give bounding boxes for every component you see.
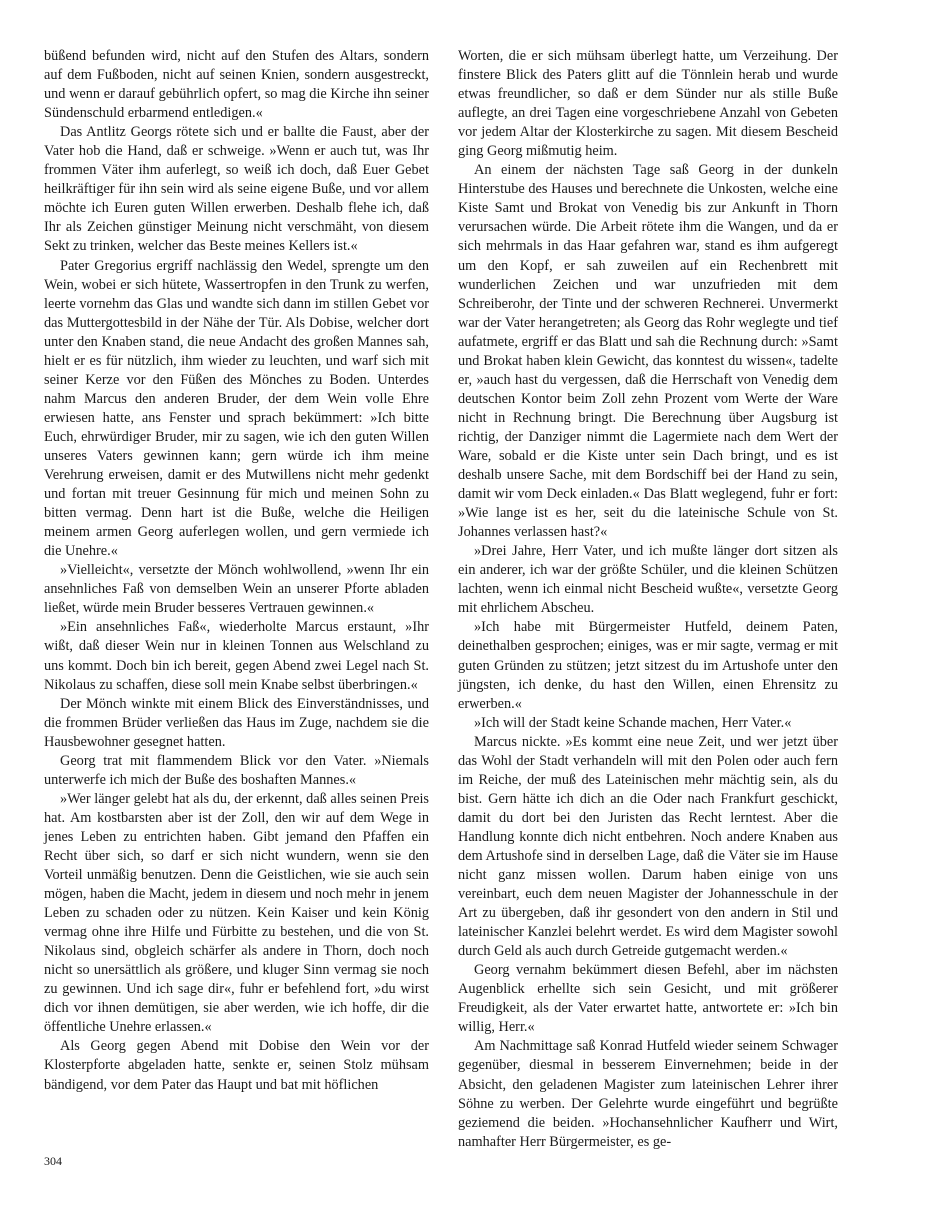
paragraph: büßend befunden wird, nicht auf den Stufen des Altars, sondern auf dem Fußboden, nicht auf seinen Knien, sondern ausgestreckt, und wenn er darauf gebührlich opfert, so mag die Kirche ihn seiner Sündenschuld erbarmend entledigen.« — [44, 48, 429, 122]
paragraph: Der Mönch winkte mit einem Blick des Einverständnisses, und die frommen Brüder verließen das Haus im Zuge, nachdem sie die Hausbewohner gesegnet hatten. — [44, 695, 429, 750]
paragraph: »Drei Jahre, Herr Vater, und ich mußte länger dort sitzen als ein anderer, ich war der größte Schüler, und die kleinen Schützen lachten, wenn ich einmal nicht Bescheid wußte«, versetzte Georg mit ehrlichem Abscheu. — [458, 543, 838, 617]
paragraph: »Vielleicht«, versetzte der Mönch wohlwollend, »wenn Ihr ein ansehnliches Faß von demselben Wein an unserer Pforte abladen ließet, würde mein Bruder besseres Vertrauen gewinnen.« — [44, 562, 429, 617]
paragraph: Marcus nickte. »Es kommt eine neue Zeit, und wer jetzt über das Wohl der Stadt verhandeln will mit den Polen oder auch fern im Reiche, der muß des Lateinischen mehr mächtig sein, als du bist. Gern hätte ich dich an die Oder nach Frankfurt geschickt, damit du dort bei den Juristen das Recht lerntest. Aber die Handlung konnte dich nicht entbehren. Noch andere Knaben aus dem Artushofe sind in derselben Lage, daß die Väter sie im Hause nicht ganz missen wollen. Darum haben einige von uns vereinbart, euch dem neuen Magister der Johannesschule in der Art zu übergeben, daß ihr gesondert von den andern in Stil und lateinischer Kanzlei belehrt werdet. Es wird dem Magister sowohl durch Geld als auch durch Getreide gutgemacht werden.« — [458, 733, 838, 960]
paragraph: Als Georg gegen Abend mit Dobise den Wein vor der Klosterpforte abgeladen hatte, senkte er, seinen Stolz mühsam bändigend, vor dem Pater das Haupt und bat mit höflichen — [44, 1038, 429, 1093]
paragraph: An einem der nächsten Tage saß Georg in der dunkeln Hinterstube des Hauses und berechnete die Unkosten, welche eine Kiste Samt und Brokat von Venedig bis zur Ankunft in Thorn verursachen würde. Die Arbeit rötete ihm die Wangen, und da er sich mehrmals in das Haar gefahren war, stand es ihm aufgeregt um den Kopf, er sah zuweilen auf ein Rechenbrett mit wunderlichen Zeichen und war unzufrieden mit dem Schreiberohr, der Tinte und der schweren Rechnerei. Unvermerkt war der Vater herangetreten; als Georg das Rohr weglegte und tief aufatmete, ergriff er das Blatt und sah die Rechnung durch: »Samt und Brokat haben klein Gewicht, das konntest du wissen«, tadelte er, »auch hast du vergessen, daß die Herrschaft von Venedig dem deutschen Kontor beim Zoll zehn Prozent vom Werte der Ware nicht in Rechnung bringt. Die Berechnung über Augsburg ist richtig, der Danziger nimmt die Lagermiete nach dem Wert der Ware, sobald er die Kiste unter sein Dach bringt, und es ist deshalb unsere Sache, mit dem Bordschiff bei der Hand zu sein, damit wir vom Deck einladen.« Das Blatt weglegend, fuhr er fort: »Wie lange ist es her, seit du die lateinische Schule von St. Johannes verlassen hast?« — [458, 162, 838, 541]
paragraph: Georg trat mit flammendem Blick vor den Vater. »Niemals unterwerfe ich mich der Buße des boshaften Mannes.« — [44, 752, 429, 788]
paragraph: Das Antlitz Georgs rötete sich und er ballte die Faust, aber der Vater hob die Hand, daß er schweige. »Wenn er auch tut, was Ihr frommen Väter ihm auferlegt, so weiß ich doch, daß Euer Gebet heilkräftiger für ihn sein wird als seine eigene Buße, und vor allem möchte ich Euren guten Willen erwerben. Deshalb flehe ich, daß Ihr als Zeichen günstiger Meinung nicht verschmäht, von diesem Sekt zu trinken, welcher das Beste meines Kellers ist.« — [44, 124, 429, 255]
paragraph: Pater Gregorius ergriff nachlässig den Wedel, sprengte um den Wein, wobei er sich hütete, Wassertropfen in den Trunk zu werfen, leerte vornehm das Glas und wandte sich dann im stillen Gebet vor das Muttergottesbild in der Nähe der Tür. Als Dobise, welcher dort unter den Knaben stand, die neue Andacht des großen Mannes sah, hielt er es für nützlich, ihm wieder zu leuchten, und warf sich mit seiner Kerze vor den Füßen des Mönches zu Boden. Unterdes nahm Marcus den anderen Bruder, der dem Wein volle Ehre erwiesen hatte, ans Fenster und sprach bekümmert: »Ich bitte Euch, ehrwürdiger Bruder, mir zu sagen, wie ich den guten Willen unseres Vaters gewinnen kann; gern würde ich ihm meine Verehrung erweisen, damit er des Mutwillens nicht mehr gedenkt und fortan mit treuer Gesinnung für mich und meinen Sohn zu bitten vermag. Denn hart ist die Buße, welche die Heiligen meinem armen Georg auferlegen wollen, und gern vermiede ich die Unehre.« — [44, 257, 429, 560]
paragraph: Georg vernahm bekümmert diesen Befehl, aber im nächsten Augenblick erhellte sich sein Gesicht, und mit größerer Freudigkeit, als der Vater erwartet hatte, antwortete er: »Ich bin willig, Herr.« — [458, 962, 838, 1036]
paragraph: »Ich will der Stadt keine Schande machen, Herr Vater.« — [474, 714, 792, 731]
paragraph: Worten, die er sich mühsam überlegt hatte, um Verzeihung. Der finstere Blick des Paters glitt auf die Tönnlein herab und wurde etwas freundlicher, so daß er dem Sünder nur als stille Buße auflegte, an drei Tagen eine vorgeschriebene Anzahl von Gebeten vor jedem Altar der Klosterkirche zu sagen. Mit diesem Bescheid ging Georg mißmutig heim. — [458, 48, 838, 160]
paragraph: »Ich habe mit Bürgermeister Hutfeld, deinem Paten, deinethalben gesprochen; einiges, was er mir sagte, vermag er mit guten Gründen zu stützen; jetzt sitzest du im Artushofe unter den jüngsten, ich denke, du hast den Willen, einen Ehrensitz zu erwerben.« — [458, 619, 838, 712]
paragraph: »Wer länger gelebt hat als du, der erkennt, daß alles seinen Preis hat. Am kostbarsten aber ist der Zoll, den wir auf dem Wege in jenes Leben zu entrichten haben. Gibt jemand den Pfaffen ein Recht über sich, so darf er sich nicht wundern, wenn sie den Vorteil unmäßig benutzen. Denn die Geistlichen, wie sie auch sein mögen, haben die Macht, jedem in diesem und noch mehr in jenem Leben zu schaden oder zu nützen. Kein Kaiser und kein König vermag ohne ihre Hilfe und Fürbitte zu bestehen, und die von St. Nikolaus sind, obgleich schärfer als andere in Thorn, doch noch nicht so unersättlich als größere, und kluger Sinn vermag sie noch zu gewinnen. Und ich sage dir«, fuhr er befehlend fort, »du wirst dich vor ihnen demütigen, sie aber werden, wie ich hoffe, dir die öffentliche Unehre erlassen.« — [44, 790, 429, 1036]
paragraph: Am Nachmittage saß Konrad Hutfeld wieder seinem Schwager gegenüber, diesmal in besserem Einvernehmen; beide in der Absicht, den geladenen Magister zum lateinischen Lehrer ihrer Söhne zu werben. Der Gelehrte wurde eingeführt und begrüßte geziemend die beiden. »Hochansehnlicher Kaufherr und Wirt, namhafter Herr Bürgermeister, es ge- — [458, 1038, 838, 1150]
left-column — [44, 47, 429, 1095]
right-column — [458, 47, 838, 1152]
paragraph: »Ein ansehnliches Faß«, wiederholte Marcus erstaunt, »Ihr wißt, daß dieser Wein nur in kleinen Tonnen aus Welschland zu uns kommt. Doch bin ich bereit, gegen Abend zwei Legel nach St. Nikolaus zu schaffen, diese soll mein Knabe selbst überbringen.« — [44, 619, 429, 693]
page-number: 304 — [44, 1154, 62, 1168]
